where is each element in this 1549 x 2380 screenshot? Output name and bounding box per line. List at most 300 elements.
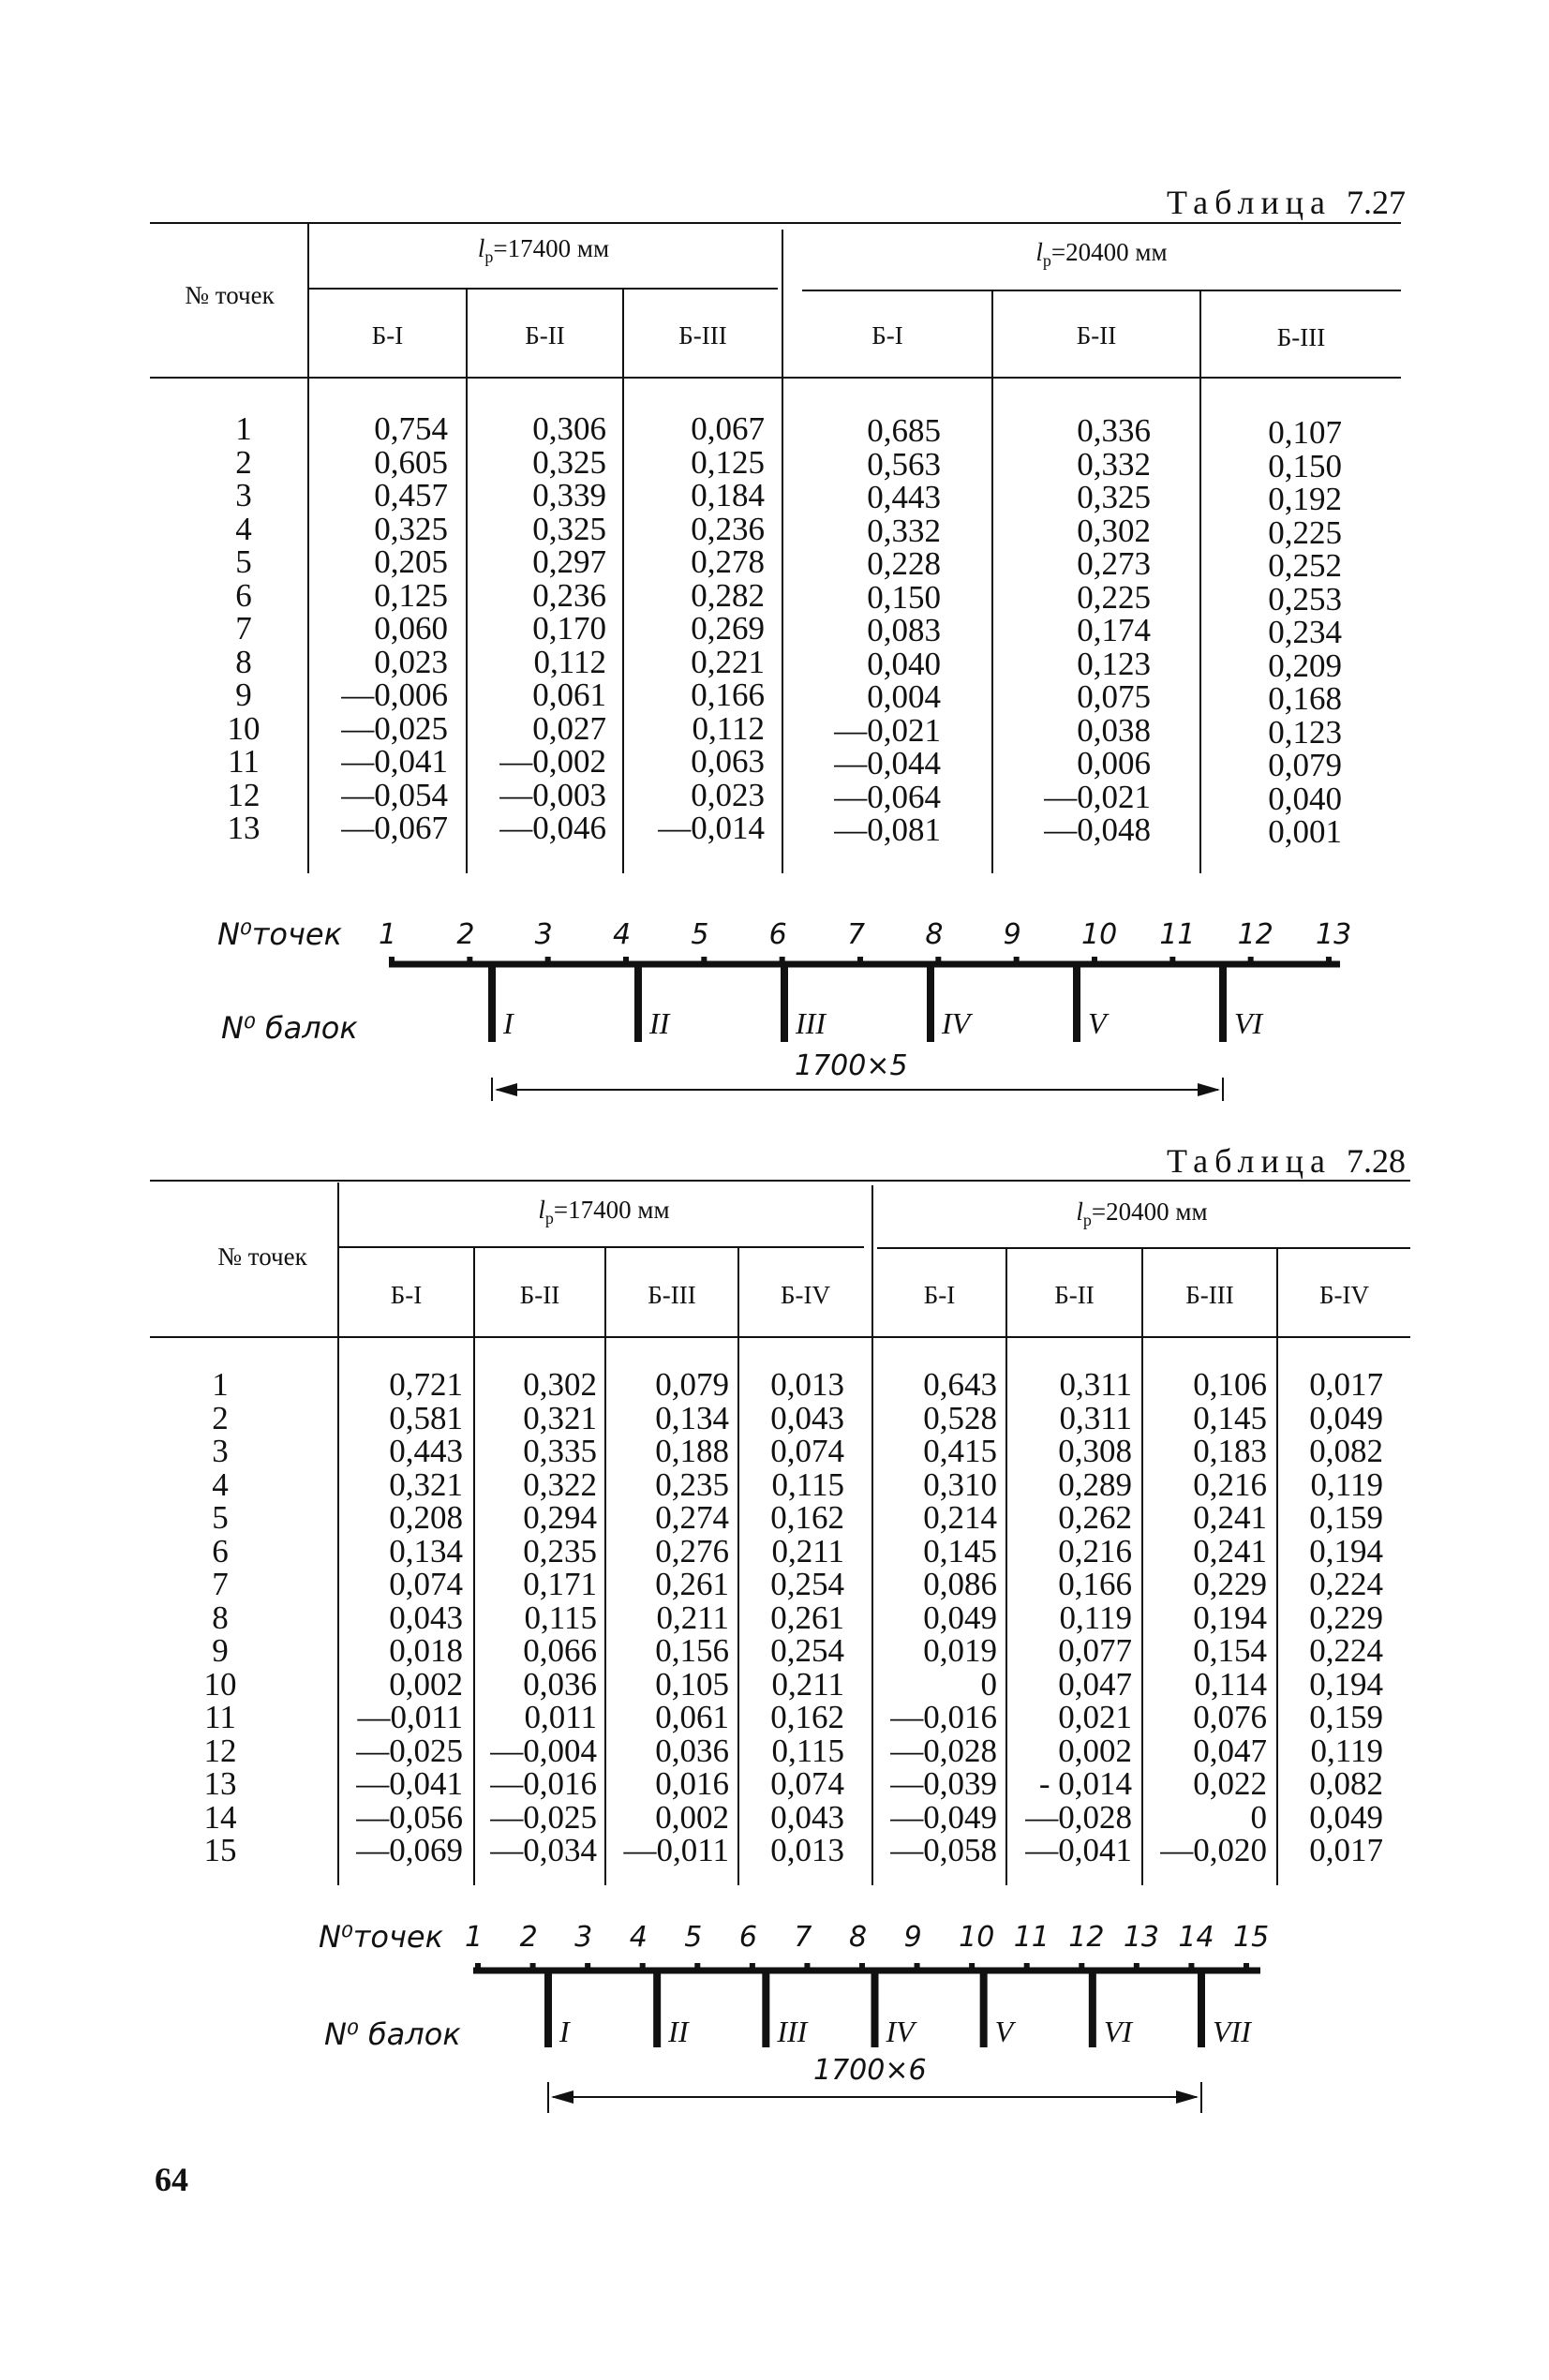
- span-label: 1700×5: [795, 1049, 908, 1082]
- table-cell: 0,040: [1268, 780, 1342, 817]
- table-cell: 0,013: [770, 1366, 844, 1403]
- table-cell: 0,115: [771, 1732, 844, 1769]
- beam-label: II: [649, 1006, 670, 1040]
- table-cell: —0,041: [341, 743, 448, 780]
- table-cell: 0,209: [1268, 647, 1342, 684]
- point-label: 1: [379, 918, 397, 951]
- table-cell: —0,028: [1025, 1798, 1132, 1836]
- table-cell: 0,159: [1309, 1699, 1383, 1735]
- point-label: 10: [1081, 918, 1118, 951]
- table-cell: 0,115: [524, 1599, 597, 1636]
- table-cell: —0,046: [499, 810, 606, 846]
- row-number: 3: [212, 1433, 229, 1469]
- row-number: 11: [204, 1699, 236, 1735]
- table-cell: 0,018: [389, 1632, 463, 1669]
- beam-label: VII: [1213, 2015, 1251, 2048]
- table-cell: 0,021: [1058, 1699, 1132, 1735]
- table-cell: 0,253: [1268, 580, 1342, 617]
- table-cell: 0,224: [1309, 1632, 1383, 1669]
- table-cell: 0,043: [770, 1798, 844, 1836]
- beam-label: V: [1088, 1006, 1107, 1040]
- table-cell: —0,034: [490, 1832, 597, 1868]
- beam-label: I: [559, 2015, 570, 2048]
- span-header-20400: $l_р=20400$ мм: [1035, 238, 1168, 270]
- table-cell: 0,306: [532, 410, 606, 447]
- table-cell: - 0,014: [1038, 1765, 1132, 1802]
- table-cell: 0,457: [374, 477, 448, 513]
- point-tick: [750, 1963, 755, 1971]
- table-cell: 0,004: [867, 678, 941, 715]
- table-cell: —0,025: [356, 1732, 463, 1769]
- table-cell: 0,145: [923, 1532, 997, 1569]
- row-number: 4: [235, 510, 252, 547]
- table-cell: 0,273: [1077, 545, 1151, 582]
- span-header-17400: $l_р=17400$ мм: [477, 234, 610, 266]
- beam-post: [762, 1971, 769, 2047]
- row-number: 8: [212, 1599, 229, 1636]
- table-cell: —0,041: [1025, 1832, 1132, 1868]
- table-cell: 0: [980, 1665, 997, 1703]
- table-cell: 0,105: [655, 1665, 729, 1703]
- table-cell: 0,154: [1193, 1632, 1267, 1669]
- table-cell: —0,081: [834, 811, 941, 848]
- beam-label: V: [994, 2015, 1014, 2048]
- point-tick: [530, 1963, 536, 1971]
- table-cell: 0,302: [1077, 512, 1151, 549]
- table-cell: 0,214: [923, 1499, 997, 1536]
- col-header: Б-IV: [781, 1281, 830, 1309]
- point-label: 8: [925, 918, 944, 951]
- table-cell: 0,119: [1310, 1732, 1383, 1769]
- table-cell: 0,184: [691, 477, 765, 513]
- table-cell: 0,079: [1268, 747, 1342, 783]
- table-cell: 0,685: [867, 412, 941, 449]
- col-header: Б-II: [525, 321, 565, 350]
- table-cell: 0,112: [533, 643, 606, 680]
- table-cell: 0,075: [1077, 678, 1151, 715]
- beams-label: N⁰ балок: [221, 1010, 358, 1046]
- point-label: 9: [903, 1921, 922, 1954]
- span-header-20400: $l_р=20400$ мм: [1076, 1197, 1208, 1229]
- table-cell: 0,311: [1059, 1366, 1132, 1403]
- table-cell: 0,022: [1193, 1765, 1267, 1802]
- table-cell: 0,166: [1058, 1566, 1132, 1602]
- table-cell: 0,289: [1058, 1465, 1132, 1503]
- row-number: 9: [235, 677, 252, 713]
- row-number: 8: [235, 643, 252, 680]
- table-cell: —0,067: [341, 810, 448, 846]
- table-cell: 0,174: [1077, 612, 1151, 648]
- table-cell: 0,036: [655, 1732, 729, 1769]
- table-cell: —0,011: [623, 1832, 729, 1868]
- table-cell: 0,308: [1058, 1433, 1132, 1469]
- row-header: № точек: [217, 1242, 307, 1271]
- table-cell: 0,049: [1309, 1798, 1383, 1836]
- point-label: 15: [1233, 1921, 1270, 1954]
- beams-label: N⁰ балок: [324, 2016, 461, 2052]
- table-cell: 0,224: [1309, 1566, 1383, 1602]
- caption-number: 7.28: [1347, 1142, 1406, 1180]
- table-cell: 0,023: [691, 776, 765, 813]
- row-number: 5: [212, 1499, 229, 1536]
- row-number: 10: [227, 709, 261, 747]
- table-cell: —0,056: [356, 1798, 463, 1836]
- table-cell: 0,017: [1309, 1366, 1383, 1403]
- table-cell: 0,211: [771, 1665, 844, 1703]
- row-number: 6: [235, 576, 252, 614]
- table-cell: 0,016: [655, 1765, 729, 1802]
- table-cell: 0,325: [532, 443, 606, 481]
- row-number: 1: [212, 1366, 229, 1403]
- point-label: 7: [847, 918, 866, 951]
- table-cell: —0,014: [658, 810, 765, 846]
- table-cell: 0,043: [389, 1599, 463, 1636]
- table-cell: —0,020: [1160, 1832, 1267, 1868]
- table-cell: 0,017: [1309, 1832, 1383, 1868]
- point-label: 12: [1068, 1921, 1105, 1954]
- point-label: 7: [794, 1921, 812, 1954]
- table-cell: 0,047: [1058, 1665, 1132, 1703]
- point-tick: [1188, 1963, 1194, 1971]
- table-cell: 0,269: [691, 610, 765, 647]
- table-cell: 0,194: [1309, 1665, 1383, 1703]
- beam-label: VI: [1103, 2015, 1133, 2048]
- beam-label: VI: [1234, 1006, 1263, 1040]
- table-cell: 0,225: [1268, 513, 1342, 551]
- table-cell: 0,119: [1310, 1465, 1383, 1503]
- table-cell: —0,054: [341, 776, 448, 813]
- row-number: 10: [203, 1665, 237, 1703]
- table-cell: 0,107: [1268, 414, 1342, 451]
- table-cell: —0,049: [890, 1798, 997, 1836]
- table-cell: 0,563: [867, 445, 941, 483]
- table-cell: 0,162: [770, 1499, 844, 1536]
- caption-word: Таблица: [1167, 1142, 1332, 1180]
- table-cell: 0,159: [1309, 1499, 1383, 1536]
- table-cell: 0,023: [374, 643, 448, 680]
- table-cell: 0,581: [389, 1399, 463, 1436]
- table-cell: 0,443: [389, 1433, 463, 1469]
- table-cell: 0,443: [867, 479, 941, 515]
- table-cell: 0,297: [532, 543, 606, 580]
- point-label: 13: [1316, 918, 1352, 951]
- row-number: 1: [235, 410, 252, 447]
- row-number: 2: [235, 443, 252, 481]
- point-label: 8: [849, 1921, 868, 1954]
- row-number: 14: [203, 1798, 237, 1836]
- table-cell: 0,322: [523, 1465, 597, 1503]
- table-cell: 0,228: [867, 545, 941, 582]
- table-cell: 0,074: [389, 1566, 463, 1602]
- table-cell: 0,011: [524, 1699, 597, 1735]
- beam-post: [980, 1971, 988, 2047]
- point-tick: [640, 1963, 646, 1971]
- table-cell: 0,261: [770, 1599, 844, 1636]
- table-cell: 0,276: [655, 1532, 729, 1569]
- table-cell: 0,234: [1268, 614, 1342, 650]
- point-label: 13: [1123, 1921, 1160, 1954]
- table-cell: 0,119: [1059, 1599, 1132, 1636]
- table-cell: 0: [1250, 1798, 1267, 1836]
- table-cell: 0,183: [1193, 1433, 1267, 1469]
- table-cell: 0,170: [532, 610, 606, 647]
- row-number: 2: [212, 1399, 229, 1436]
- table-cell: 0,115: [771, 1465, 844, 1503]
- table-cell: 0,040: [867, 645, 941, 682]
- point-label: 9: [1003, 918, 1021, 951]
- row-number: 4: [212, 1465, 229, 1503]
- table-cell: 0,076: [1193, 1699, 1267, 1735]
- table-cell: 0,332: [1077, 445, 1151, 483]
- point-tick: [1244, 1963, 1249, 1971]
- table-cell: 0,235: [655, 1465, 729, 1503]
- point-label: 2: [519, 1921, 538, 1954]
- point-tick: [915, 1963, 920, 1971]
- point-label: 6: [768, 918, 787, 951]
- point-label: 1: [465, 1921, 484, 1954]
- table-cell: 0,002: [389, 1665, 463, 1703]
- page-number: 64: [155, 2161, 188, 2198]
- col-header: Б-I: [871, 321, 903, 350]
- table-cell: 0,236: [532, 576, 606, 614]
- point-tick: [1134, 1963, 1139, 1971]
- table-cell: 0,123: [1268, 713, 1342, 751]
- table-cell: —0,039: [890, 1765, 997, 1802]
- table-cell: 0,211: [771, 1532, 844, 1569]
- table-cell: —0,002: [499, 743, 606, 780]
- table-cell: 0,043: [770, 1399, 844, 1436]
- beam-post: [871, 1971, 879, 2047]
- row-number: 6: [212, 1532, 229, 1569]
- table-cell: 0,060: [374, 610, 448, 647]
- col-header: Б-I: [390, 1281, 423, 1309]
- row-number: 3: [235, 477, 252, 513]
- table-cell: —0,003: [499, 776, 606, 813]
- table-cell: 0,150: [1268, 447, 1342, 484]
- point-label: 3: [534, 918, 553, 951]
- col-header: Б-II: [1054, 1281, 1095, 1309]
- table-cell: —0,016: [490, 1765, 597, 1802]
- table-cell: 0,150: [867, 578, 941, 616]
- span-label: 1700×6: [813, 2054, 927, 2087]
- table-cell: 0,339: [532, 477, 606, 513]
- table-cell: —0,021: [1044, 778, 1151, 815]
- table-cell: 0,006: [1077, 745, 1151, 781]
- table-cell: 0,311: [1059, 1399, 1132, 1436]
- beam-label: IV: [886, 2015, 915, 2048]
- table-cell: 0,013: [770, 1832, 844, 1868]
- row-number: 5: [235, 543, 252, 580]
- table-cell: 0,156: [655, 1632, 729, 1669]
- table-cell: 0,162: [770, 1699, 844, 1735]
- table-cell: 0,282: [691, 576, 765, 614]
- table-cell: 0,123: [1077, 645, 1151, 682]
- table-cell: 0,335: [523, 1433, 597, 1469]
- table-cell: 0,002: [1058, 1732, 1132, 1769]
- point-tick: [1079, 1963, 1084, 1971]
- table-cell: 0,112: [692, 709, 765, 747]
- table-cell: 0,254: [770, 1632, 844, 1669]
- table-cell: 0,415: [923, 1433, 997, 1469]
- table-cell: 0,278: [691, 543, 765, 580]
- table-cell: 0,082: [1309, 1433, 1383, 1469]
- table-cell: 0,208: [389, 1499, 463, 1536]
- table-cell: 0,125: [691, 443, 765, 481]
- table-cell: —0,011: [357, 1699, 463, 1735]
- table-cell: 0,027: [532, 709, 606, 747]
- table-cell: 0,605: [374, 443, 448, 481]
- col-header: Б-III: [678, 321, 727, 350]
- point-tick: [475, 1963, 481, 1971]
- table-cell: 0,252: [1268, 547, 1342, 584]
- table-cell: 0,216: [1058, 1532, 1132, 1569]
- point-tick: [1024, 1963, 1030, 1971]
- beam-post: [1198, 1971, 1205, 2047]
- table-cell: 0,241: [1193, 1499, 1267, 1536]
- table-cell: 0,074: [770, 1765, 844, 1802]
- table-cell: —0,069: [356, 1832, 463, 1868]
- table-cell: 0,302: [523, 1366, 597, 1403]
- row-number: 12: [203, 1732, 237, 1769]
- row-number: 13: [227, 810, 261, 846]
- table-cell: 0,321: [523, 1399, 597, 1436]
- point-label: 6: [738, 1921, 757, 1954]
- table-cell: 0,171: [523, 1566, 597, 1602]
- beam-label: I: [503, 1006, 514, 1040]
- table-cell: 0,261: [655, 1566, 729, 1602]
- table-cell: 0,077: [1058, 1632, 1132, 1669]
- point-label: 14: [1178, 1921, 1214, 1954]
- beam-post: [1089, 1971, 1096, 2047]
- table-cell: 0,643: [923, 1366, 997, 1403]
- table-cell: 0,019: [923, 1632, 997, 1669]
- row-number: 15: [203, 1832, 237, 1868]
- col-header: Б-III: [648, 1281, 696, 1309]
- table-cell: 0,002: [655, 1798, 729, 1836]
- table-cell: 0,205: [374, 543, 448, 580]
- col-header: Б-IV: [1319, 1281, 1369, 1309]
- point-tick: [694, 1963, 700, 1971]
- col-header: Б-III: [1276, 323, 1326, 351]
- table-cell: —0,025: [490, 1798, 597, 1836]
- col-header: Б-II: [519, 1281, 560, 1309]
- point-label: 2: [456, 918, 475, 951]
- table-cell: 0,106: [1193, 1366, 1267, 1403]
- table-cell: 0,168: [1268, 680, 1342, 717]
- point-label: 4: [629, 1921, 648, 1954]
- caption-number: 7.27: [1347, 184, 1406, 221]
- caption-word: Таблица: [1167, 184, 1332, 221]
- table-cell: —0,021: [834, 711, 941, 749]
- row-number: 13: [203, 1765, 237, 1802]
- table-cell: 0,336: [1077, 412, 1151, 449]
- table-cell: 0,194: [1193, 1599, 1267, 1636]
- row-number: 7: [235, 610, 252, 647]
- table-cell: 0,134: [655, 1399, 729, 1436]
- table-cell: 0,001: [1268, 813, 1342, 850]
- beam-label: III: [777, 2015, 808, 2048]
- beam-post: [544, 1971, 552, 2047]
- table-cell: —0,064: [834, 778, 941, 815]
- table-cell: 0,321: [389, 1465, 463, 1503]
- col-header: Б-II: [1076, 321, 1117, 350]
- beam-label: II: [668, 2015, 689, 2048]
- table-cell: 0,047: [1193, 1732, 1267, 1769]
- table-cell: 0,241: [1193, 1532, 1267, 1569]
- table-cell: 0,325: [1077, 479, 1151, 515]
- table-cell: 0,325: [532, 510, 606, 547]
- table-cell: 0,166: [691, 677, 765, 713]
- row-number: 9: [212, 1632, 229, 1669]
- table-cell: 0,194: [1309, 1532, 1383, 1569]
- table-cell: 0,145: [1193, 1399, 1267, 1436]
- table-cell: 0,754: [374, 410, 448, 447]
- point-label: 11: [1013, 1921, 1050, 1954]
- table-cell: 0,274: [655, 1499, 729, 1536]
- table-cell: 0,036: [523, 1665, 597, 1703]
- table-cell: 0,192: [1268, 481, 1342, 517]
- points-label: N⁰точек: [319, 1919, 443, 1955]
- table-cell: —0,006: [341, 677, 448, 713]
- table-cell: 0,229: [1193, 1566, 1267, 1602]
- row-number: 12: [227, 776, 261, 813]
- table-cell: 0,221: [691, 643, 765, 680]
- table-cell: 0,262: [1058, 1499, 1132, 1536]
- table-cell: —0,048: [1044, 811, 1151, 848]
- col-header: Б-I: [923, 1281, 956, 1309]
- table-cell: 0,294: [523, 1499, 597, 1536]
- row-header: № точек: [185, 281, 275, 309]
- table-cell: 0,721: [389, 1366, 463, 1403]
- table-cell: 0,310: [923, 1465, 997, 1503]
- table-cell: 0,049: [1309, 1399, 1383, 1436]
- points-label: N⁰точек: [217, 916, 342, 952]
- point-tick: [969, 1963, 975, 1971]
- table-cell: 0,079: [655, 1366, 729, 1403]
- table-cell: 0,235: [523, 1532, 597, 1569]
- point-label: 3: [574, 1921, 593, 1954]
- table-cell: 0,082: [1309, 1765, 1383, 1802]
- table-cell: 0,114: [1194, 1665, 1267, 1703]
- point-label: 5: [684, 1921, 703, 1954]
- table-cell: 0,074: [770, 1433, 844, 1469]
- table-cell: 0,225: [1077, 578, 1151, 616]
- span-header-17400: $l_р=17400$ мм: [538, 1196, 670, 1227]
- beam-label: IV: [942, 1006, 971, 1040]
- table-cell: 0,061: [655, 1699, 729, 1735]
- table-cell: 0,332: [867, 512, 941, 549]
- table-cell: —0,016: [890, 1699, 997, 1735]
- table-cell: 0,061: [532, 677, 606, 713]
- point-label: 11: [1159, 918, 1196, 951]
- col-header: Б-III: [1185, 1281, 1234, 1309]
- table-cell: —0,044: [834, 745, 941, 781]
- table-cell: 0,067: [691, 410, 765, 447]
- col-header: Б-I: [371, 321, 404, 350]
- table-cell: 0,325: [374, 510, 448, 547]
- table-cell: 0,038: [1077, 711, 1151, 749]
- table-cell: 0,125: [374, 576, 448, 614]
- point-label: 10: [959, 1921, 995, 1954]
- table-cell: 0,528: [923, 1399, 997, 1436]
- table-cell: 0,066: [523, 1632, 597, 1669]
- table-cell: 0,049: [923, 1599, 997, 1636]
- table-cell: 0,188: [655, 1433, 729, 1469]
- row-number: 7: [212, 1566, 229, 1602]
- table-cell: 0,086: [923, 1566, 997, 1602]
- table-cell: 0,254: [770, 1566, 844, 1602]
- beam-post: [653, 1971, 661, 2047]
